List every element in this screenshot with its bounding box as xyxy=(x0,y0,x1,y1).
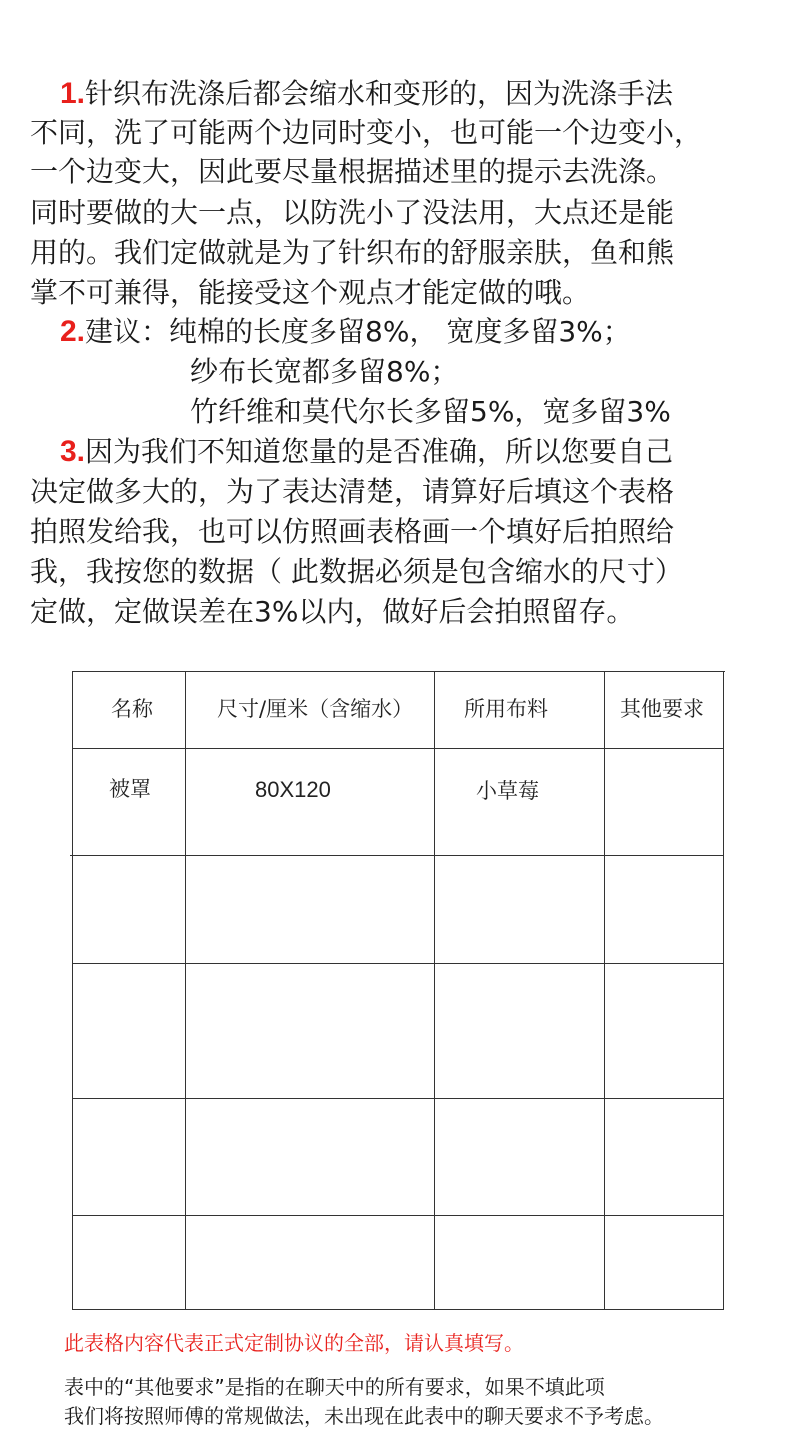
note-1-line-5: 用的。我们定做就是为了针织布的舒服亲肤，鱼和熊 xyxy=(30,236,675,269)
note-number-1: 1. xyxy=(60,77,86,110)
table-rule xyxy=(72,1098,724,1099)
table-border-top xyxy=(72,671,725,672)
note-number-2: 2. xyxy=(60,315,86,348)
header-fabric: 所用布料 xyxy=(464,697,548,721)
footer-line-1: 表中的“其他要求”是指的在聊天中的所有要求，如果不填此项 xyxy=(64,1375,605,1399)
table-col-divider xyxy=(185,671,186,1310)
table-rule xyxy=(72,1215,724,1216)
header-name: 名称 xyxy=(111,697,153,721)
note-3-line-5: 定做，定做误差在3%以内，做好后会拍照留存。 xyxy=(30,595,635,628)
table-border-right xyxy=(723,671,724,1310)
footer-line-2: 我们将按照师傅的常规做法，未出现在此表中的聊天要求不予考虑。 xyxy=(64,1404,664,1428)
note-1-line-3: 一个边变大，因此要尽量根据描述里的提示去洗涤。 xyxy=(30,155,675,188)
note-1-line-1: 1.针织布洗涤后都会缩水和变形的，因为洗涤手法 xyxy=(60,77,674,110)
header-other: 其他要求 xyxy=(620,697,704,721)
table-rule xyxy=(72,963,724,964)
note-number-3: 3. xyxy=(60,435,86,468)
note-2-line-3: 竹纤维和莫代尔长多留5%，宽多留3% xyxy=(190,395,671,428)
note-3-line-1: 3.因为我们不知道您量的是否准确，所以您要自己 xyxy=(60,435,674,468)
table-col-divider xyxy=(434,671,435,1310)
table-cell-size: 80X120 xyxy=(255,777,331,802)
table-col-divider xyxy=(604,671,605,1310)
note-3-line-3: 拍照发给我，也可以仿照画表格画一个填好后拍照给 xyxy=(30,515,675,548)
header-size: 尺寸/厘米（含缩水） xyxy=(217,697,414,721)
table-rule xyxy=(70,855,724,856)
note-2-line-2: 纱布长宽都多留8%； xyxy=(190,355,459,388)
table-cell-fabric: 小草莓 xyxy=(476,779,539,803)
note-1-line-4: 同时要做的大一点，以防洗小了没法用，大点还是能 xyxy=(30,196,675,229)
table-border-bottom xyxy=(72,1309,724,1310)
table-border-left xyxy=(72,671,73,1310)
note-1-line-2: 不同，洗了可能两个边同时变小，也可能一个边变小， xyxy=(30,116,703,149)
note-1-line-6: 掌不可兼得，能接受这个观点才能定做的哦。 xyxy=(30,276,591,309)
note-3-line-4: 我，我按您的数据（ 此数据必须是包含缩水的尺寸） xyxy=(30,555,683,588)
table-cell-name: 被罩 xyxy=(109,777,151,801)
note-2-line-1: 2.建议：纯棉的长度多留8%， 宽度多留3%； xyxy=(60,315,631,348)
table-rule xyxy=(72,748,724,749)
agreement-notice: 此表格内容代表正式定制协议的全部，请认真填写。 xyxy=(64,1331,524,1355)
note-3-line-2: 决定做多大的，为了表达清楚，请算好后填这个表格 xyxy=(30,475,675,508)
